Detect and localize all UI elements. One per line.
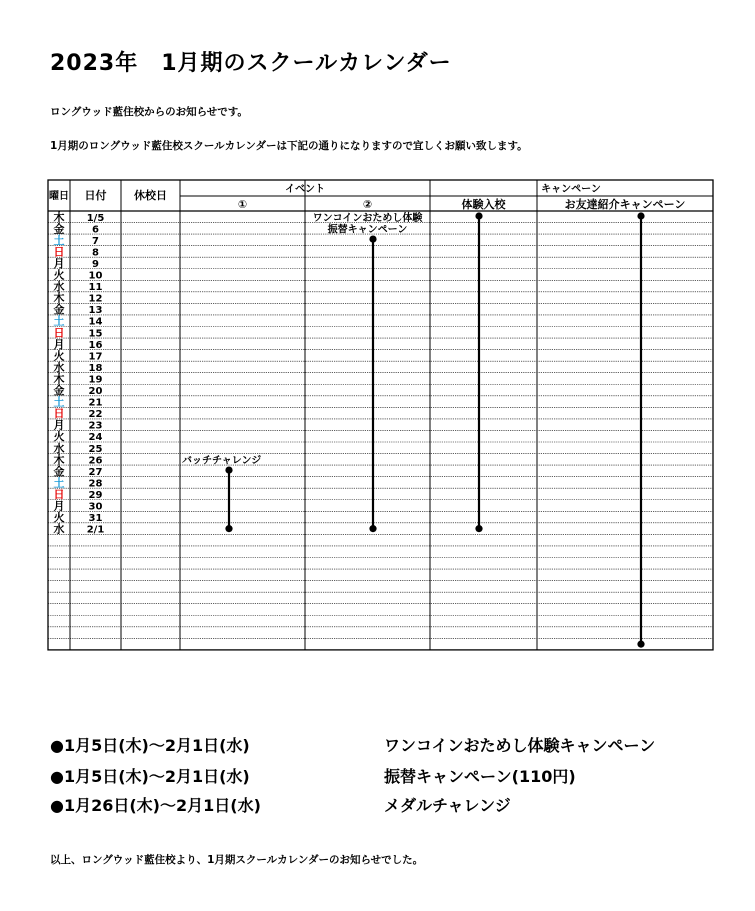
event-label: 振替キャンペーン xyxy=(327,224,408,236)
weekday-cell: 日 xyxy=(53,326,65,340)
weekday-cell: 月 xyxy=(53,418,65,432)
weekday-cell: 月 xyxy=(53,499,65,513)
weekday-cell: 土 xyxy=(53,233,65,247)
weekday-cell: 土 xyxy=(53,476,65,490)
weekday-cell: 金 xyxy=(53,303,65,317)
header-trial: 体験入校 xyxy=(461,198,506,211)
header-event-2: ② xyxy=(362,198,373,211)
weekday-cell: 月 xyxy=(53,256,65,270)
date-cell: 12 xyxy=(88,293,103,305)
date-cell: 8 xyxy=(92,247,99,259)
header-referral: お友達紹介キャンペーン xyxy=(564,198,686,211)
date-cell: 23 xyxy=(88,420,103,432)
span-dot-end xyxy=(475,525,482,532)
weekday-cell: 火 xyxy=(53,511,65,525)
weekday-cell: 土 xyxy=(53,314,65,328)
date-cell: 11 xyxy=(88,282,103,294)
weekday-cell: 水 xyxy=(53,360,65,374)
date-cell: 26 xyxy=(88,455,103,467)
date-cell: 6 xyxy=(92,224,99,236)
weekday-cell: 金 xyxy=(53,384,65,398)
span-dot-start xyxy=(475,212,482,219)
date-cell: 21 xyxy=(88,397,103,409)
date-cell: 31 xyxy=(88,513,103,525)
date-cell: 13 xyxy=(88,305,103,317)
span-dot-start xyxy=(637,212,644,219)
weekday-cell: 火 xyxy=(53,268,65,282)
summary-date-1: ●1月5日(木)～2月1日(水) xyxy=(50,736,250,755)
span-dot-end xyxy=(637,641,644,648)
weekday-cell: 土 xyxy=(53,395,65,409)
header-event-1: ① xyxy=(237,198,248,211)
date-cell: 24 xyxy=(88,432,103,444)
date-cell: 14 xyxy=(88,316,103,328)
summary-name-2: 振替キャンペーン(110円) xyxy=(384,767,576,786)
weekday-cell: 日 xyxy=(53,407,65,421)
header-date: 日付 xyxy=(84,189,107,202)
table-frame xyxy=(48,180,713,650)
date-cell: 20 xyxy=(88,386,103,398)
page-title: 2023年 1月期のスクールカレンダー xyxy=(50,51,452,76)
date-cell: 29 xyxy=(88,489,103,501)
span-dot-start xyxy=(225,467,232,474)
date-cell: 28 xyxy=(88,478,103,490)
date-cell: 7 xyxy=(92,235,99,247)
summary-name-1: ワンコインおためし体験キャンペーン xyxy=(384,736,656,755)
header-campaign: キャンペーン xyxy=(541,184,601,195)
span-dot-end xyxy=(225,525,232,532)
weekday-cell: 火 xyxy=(53,349,65,363)
weekday-cell: 月 xyxy=(53,337,65,351)
weekday-cell: 木 xyxy=(53,453,65,467)
intro-text: ロングウッド藍住校からのお知らせです。 xyxy=(50,106,248,118)
event-label: ワンコインおためし体験 xyxy=(312,212,423,224)
header-event: イベント xyxy=(285,184,325,195)
date-cell: 15 xyxy=(88,328,103,340)
date-cell: 25 xyxy=(88,443,103,455)
summary-name-3: メダルチャレンジ xyxy=(384,796,511,815)
weekday-cell: 水 xyxy=(53,280,65,294)
weekday-cell: 木 xyxy=(53,210,65,224)
span-dot-end xyxy=(369,525,376,532)
weekday-cell: 木 xyxy=(53,372,65,386)
closing-text: 以上、ロングウッド藍住校より、1月期スクールカレンダーのお知らせでした。 xyxy=(50,854,424,866)
date-cell: 16 xyxy=(88,339,103,351)
weekday-cell: 日 xyxy=(53,245,65,259)
summary-date-3: ●1月26日(木)～2月1日(水) xyxy=(50,796,261,815)
date-cell: 1/5 xyxy=(86,212,105,224)
date-cell: 17 xyxy=(88,351,103,363)
date-cell: 19 xyxy=(88,374,103,386)
date-cell: 2/1 xyxy=(86,524,105,536)
date-cell: 22 xyxy=(88,409,103,421)
summary-date-2: ●1月5日(木)～2月1日(水) xyxy=(50,767,250,786)
date-cell: 10 xyxy=(88,270,103,282)
header-holiday: 休校日 xyxy=(134,189,167,202)
weekday-cell: 金 xyxy=(53,222,65,236)
weekday-cell: 金 xyxy=(53,464,65,478)
event-label: バッチチャレンジ xyxy=(182,455,262,467)
weekday-cell: 木 xyxy=(53,291,65,305)
weekday-cell: 火 xyxy=(53,430,65,444)
date-cell: 30 xyxy=(88,501,103,513)
intro-detail-text: 1月期のロングウッド藍住校スクールカレンダーは下記の通りになりますので宜しくお願い致します。 xyxy=(50,140,528,152)
date-cell: 27 xyxy=(88,466,103,478)
date-cell: 18 xyxy=(88,362,103,374)
span-dot-start xyxy=(369,236,376,243)
header-weekday: 曜日 xyxy=(49,191,69,202)
weekday-cell: 水 xyxy=(53,522,65,536)
weekday-cell: 日 xyxy=(53,487,65,501)
weekday-cell: 水 xyxy=(53,441,65,455)
date-cell: 9 xyxy=(92,258,99,270)
